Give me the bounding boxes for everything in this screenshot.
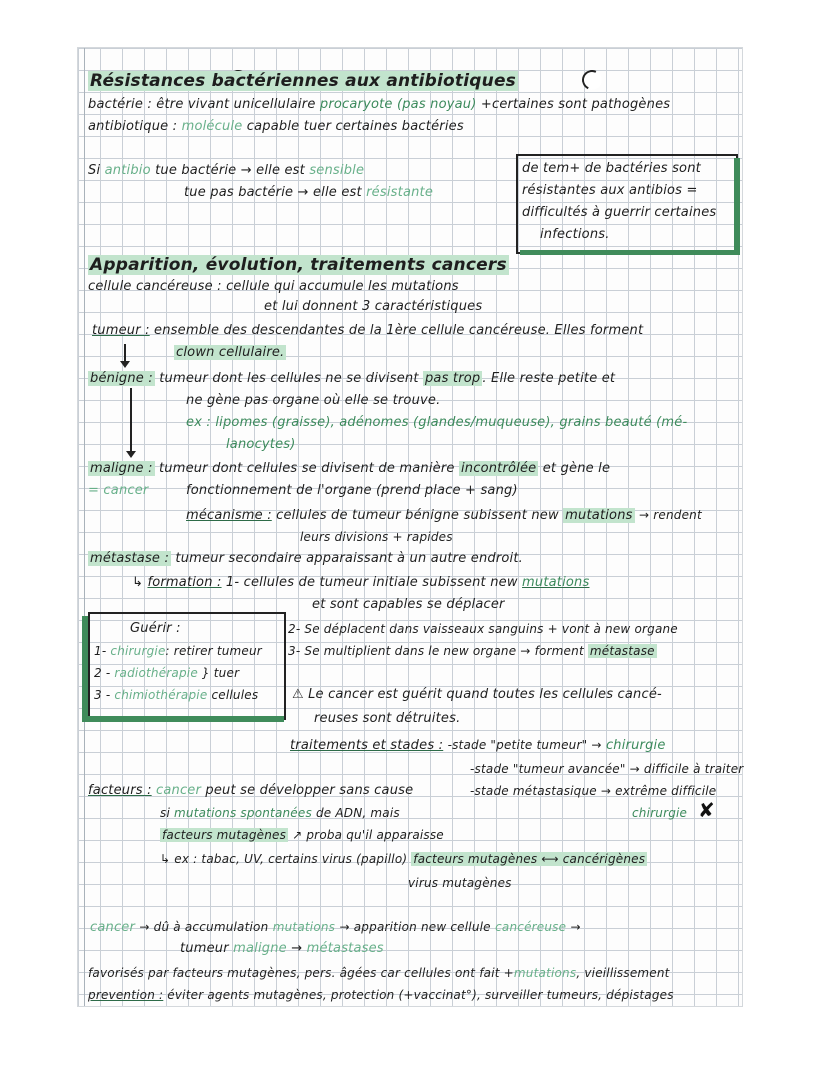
summary-line-3 (88, 964, 670, 982)
term: cellule cancéreuse : (88, 279, 222, 294)
down-arrow-icon (130, 388, 132, 456)
text: cellule qui accumule les mutations (226, 279, 459, 294)
title-text: Apparition, évolution, traitements cancers (90, 255, 507, 275)
box-line: difficultés à guerrir certaines (522, 205, 717, 220)
title-cancers (88, 256, 509, 274)
highlight: chirurgie (632, 806, 688, 820)
box-shadow (520, 250, 740, 255)
text: tumeur dont les cellules ne se divisent (159, 371, 419, 386)
text: → (291, 941, 303, 956)
text: 2- Se déplacent dans vaisseaux sanguins + vont à new organe (288, 622, 678, 636)
box-line: résistantes aux antibios = (522, 183, 698, 198)
margin-line (84, 48, 85, 1006)
maligne-definition (88, 460, 610, 478)
term: formation : (147, 575, 222, 590)
antibiotique-definition (88, 118, 464, 136)
text: ensemble des descendantes de la 1ère cellule cancéreuse. Elles forment (154, 323, 644, 338)
text: fonctionnement de l'organe (prend place + sang) (186, 483, 518, 498)
highlight: facteurs mutagènes ⟷ cancérigènes (413, 852, 646, 866)
summary-line-2 (180, 940, 384, 958)
text: Si (88, 163, 101, 178)
text: → rendent (638, 508, 702, 522)
facteurs-line-3 (160, 826, 444, 844)
box-shadow (82, 616, 88, 722)
text: tumeur dont cellules se divisent de manière (159, 461, 455, 476)
text: tue bactérie → elle est (155, 163, 305, 178)
facteurs-line-2 (160, 804, 400, 822)
text: , vieillissement (576, 966, 670, 980)
box-line: infections. (540, 227, 610, 242)
title-text: Résistances bactériennes aux antibiotiques (90, 71, 517, 91)
text: } tuer (201, 666, 240, 680)
text: 1- (94, 644, 107, 658)
mecanisme (186, 506, 702, 525)
term: prevention : (88, 988, 164, 1002)
example: lanocytes) (226, 437, 296, 452)
highlight: chimiothérapie (114, 688, 208, 702)
text: +certaines sont pathogènes (480, 97, 671, 112)
text: -stade métastasique → extrême difficile (470, 784, 717, 798)
highlight: mutations (565, 508, 633, 523)
metastase-definition (88, 550, 523, 568)
highlight: mutations (522, 575, 590, 590)
down-arrow-icon (124, 344, 126, 366)
title-resistances (88, 72, 518, 90)
benigne-definition (88, 370, 615, 388)
text: si (160, 806, 170, 820)
highlight: maligne (233, 941, 287, 956)
highlight: molécule (181, 119, 243, 134)
highlight: métastases (306, 941, 384, 956)
highlight: cancéreuse (495, 920, 567, 934)
text: 3- Se multiplient dans le new organe → forment (288, 644, 584, 658)
si-line-1 (88, 162, 364, 180)
highlight: mutations spontanées (174, 806, 312, 820)
term: bénigne : (90, 371, 153, 386)
text: tumeur (180, 941, 229, 956)
term: mécanisme : (186, 508, 272, 523)
highlight: cancer (156, 783, 202, 798)
facteurs-line-4 (160, 850, 647, 868)
term: facteurs : (88, 783, 152, 798)
text: virus mutagènes (408, 876, 512, 890)
highlight: antibio (104, 163, 151, 178)
text: : retirer tumeur (165, 644, 262, 658)
facteurs (88, 782, 413, 800)
term: tumeur : (92, 323, 150, 338)
highlight: chirurgie (605, 738, 666, 753)
highlight: mutations (272, 920, 336, 934)
guerir-title: Guérir : (130, 621, 181, 636)
text: 3 - (94, 688, 111, 702)
text: éviter agents mutagènes, protection (+vaccinat°), surveiller tumeurs, dépistages (167, 988, 674, 1002)
text: leurs divisions + rapides (300, 530, 453, 544)
term: antibiotique : (88, 119, 178, 134)
text: → (570, 920, 581, 934)
text: peut se développer sans cause (205, 783, 414, 798)
text: capable tuer certaines bactéries (246, 119, 464, 134)
text: tumeur secondaire apparaissant à un autre endroit. (175, 551, 523, 566)
tumeur-definition (92, 322, 643, 340)
text: être vivant unicellulaire (156, 97, 316, 112)
text: clown cellulaire. (176, 345, 285, 360)
highlight: mutations (513, 966, 577, 980)
text: . Elle reste petite et (482, 371, 616, 386)
text: tue pas bactérie → elle est (184, 185, 362, 200)
text: et gène le (542, 461, 611, 476)
bacterie-definition (88, 96, 670, 114)
highlight: résistante (366, 185, 434, 200)
text: → dû à accumulation (139, 920, 269, 934)
text: cellules de tumeur bénigne subissent new (276, 508, 559, 523)
formation: ↳ formation : 1- cellules de tumeur initiale subissent new mutations (132, 575, 590, 590)
term: maligne : (90, 461, 153, 476)
text: -stade "petite tumeur" → (447, 738, 602, 752)
term: = cancer (88, 483, 149, 498)
text: 2 - (94, 666, 111, 680)
warning-text: reuses sont détruites. (314, 711, 461, 726)
text: cellules (211, 688, 259, 702)
highlight: incontrôlée (460, 461, 537, 476)
box-line: de tem+ de bactéries sont (522, 161, 701, 176)
box-shadow (82, 716, 284, 722)
summary-line-1 (90, 918, 581, 937)
cross-icon: ✘ (698, 798, 715, 822)
si-line-2 (184, 184, 433, 202)
highlight: procaryote (pas noyau) (319, 97, 477, 112)
text: et sont capables se déplacer (312, 597, 505, 612)
term: métastase : (90, 551, 170, 566)
text: → apparition new cellule (339, 920, 491, 934)
summary-line-4 (88, 986, 674, 1004)
text: -stade "tumeur avancée" → difficile à traiter (470, 762, 744, 776)
tumeur-line-2 (174, 344, 286, 362)
warning-text: ⚠ Le cancer est guérit quand toutes les cellules cancé- (292, 687, 662, 702)
highlight: sensible (309, 163, 365, 178)
guerir-item-3 (94, 686, 258, 704)
highlight: cancer (90, 920, 136, 935)
highlight: chirurgie (110, 644, 166, 658)
guerir-item-2 (94, 664, 239, 682)
cellule-cancereuse (88, 278, 459, 296)
guerir-item-1 (94, 642, 262, 660)
text: 1- cellules de tumeur initiale subissent new (225, 575, 518, 590)
box-shadow (734, 158, 740, 254)
highlight: facteurs mutagènes (162, 828, 287, 842)
highlight: radiothérapie (114, 666, 198, 680)
highlight: métastase (589, 644, 655, 658)
text: favorisés par facteurs mutagènes, pers. âgées car cellules ont fait + (88, 966, 514, 980)
traitements-stades (290, 736, 666, 755)
text: de ADN, mais (315, 806, 400, 820)
example: ex : lipomes (graisse), adénomes (glandes/muqueuse), grains beauté (mé- (186, 415, 688, 430)
term: traitements et stades : (290, 738, 444, 753)
text: ne gène pas organe où elle se trouve. (186, 393, 441, 408)
text: ↳ ex : tabac, UV, certains virus (papillo) (160, 852, 408, 866)
text: ↗ proba qu'il apparaisse (292, 828, 444, 842)
text: et lui donnent 3 caractéristiques (264, 299, 483, 314)
term: bactérie : (88, 97, 152, 112)
highlight: pas trop (424, 371, 481, 386)
formation-step-3 (288, 642, 657, 660)
